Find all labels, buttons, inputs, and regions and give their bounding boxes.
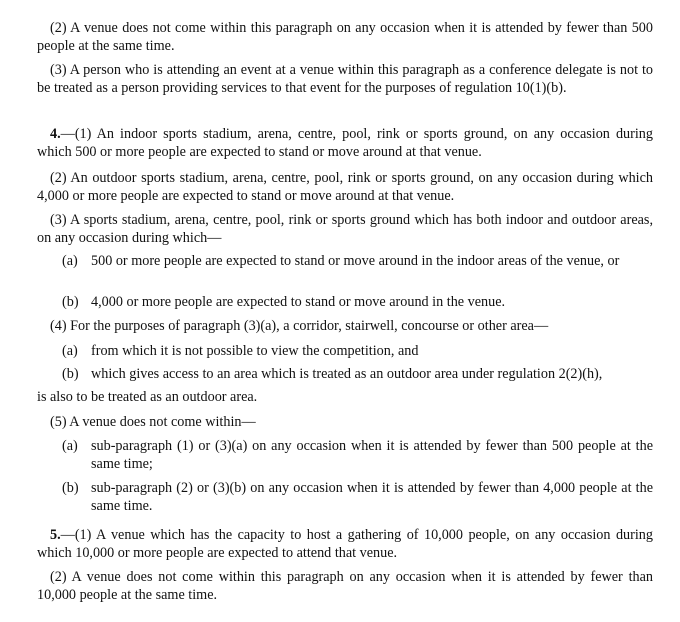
list-item-label: (b) bbox=[62, 366, 79, 382]
list-item-text: from which it is not possible to view the competition, and bbox=[91, 343, 419, 359]
paragraph-2-3: (3) A person who is attending an event at a venue within this paragraph as a conference delegate is not to be treated as a person providing services to that event for the purposes of regulation 10(1)(b). bbox=[37, 62, 653, 96]
section-number-5: 5. bbox=[50, 527, 61, 543]
list-item-4-4-b bbox=[62, 366, 653, 384]
list-item-4-3-a bbox=[62, 253, 653, 271]
list-item-4-3-b bbox=[62, 294, 653, 312]
paragraph-4-3: (3) A sports stadium, arena, centre, pool, rink or sports ground which has both indoor and outdoor areas, on any occasion during which— bbox=[37, 212, 653, 246]
list-item-label: (a) bbox=[62, 438, 78, 454]
paragraph-4-5: (5) A venue does not come within— bbox=[50, 414, 256, 430]
list-item-label: (b) bbox=[62, 294, 79, 310]
list-item-text: sub-paragraph (2) or (3)(b) on any occasion when it is attended by fewer than 4,000 people at the same time. bbox=[91, 480, 653, 514]
list-item-label: (b) bbox=[62, 480, 79, 496]
list-item-label: (a) bbox=[62, 343, 78, 359]
section-number-4: 4. bbox=[50, 126, 61, 142]
paragraph-4-2: (2) An outdoor sports stadium, arena, centre, pool, rink or sports ground, on any occasion during which 4,000 or more people are expected to stand or move around at that venue. bbox=[37, 170, 653, 204]
paragraph-4-4: (4) For the purposes of paragraph (3)(a), a corridor, stairwell, concourse or other area— bbox=[50, 318, 549, 334]
list-item-text: 500 or more people are expected to stand or move around in the indoor areas of the venue, or bbox=[91, 253, 620, 269]
paragraph-5-1 bbox=[37, 527, 653, 562]
paragraph-4-1-text: —(1) An indoor sports stadium, arena, centre, pool, rink or sports ground, on any occasion during which 500 or more people are expected to stand or move around at that venue. bbox=[37, 126, 653, 160]
list-item-text: 4,000 or more people are expected to stand or move around in the venue. bbox=[91, 294, 506, 310]
paragraph-5-2: (2) A venue does not come within this paragraph on any occasion when it is attended by fewer than 10,000 people at the same time. bbox=[37, 569, 653, 603]
paragraph-5-1-text: —(1) A venue which has the capacity to host a gathering of 10,000 people, on any occasion during which 10,000 or more people are expected to attend that venue. bbox=[37, 527, 653, 561]
list-item-text: which gives access to an area which is treated as an outdoor area under regulation 2(2)(h), bbox=[91, 366, 603, 382]
list-item-4-4-a bbox=[62, 343, 653, 361]
list-item-4-5-b bbox=[62, 480, 653, 515]
list-item-label: (a) bbox=[62, 253, 78, 269]
paragraph-4-1 bbox=[37, 126, 653, 161]
paragraph-2-2: (2) A venue does not come within this paragraph on any occasion when it is attended by fewer than 500 people at the same time. bbox=[37, 20, 653, 54]
list-item-4-5-a bbox=[62, 438, 653, 473]
paragraph-4-4-tail: is also to be treated as an outdoor area. bbox=[37, 389, 258, 405]
list-item-text: sub-paragraph (1) or (3)(a) on any occasion when it is attended by fewer than 500 people at the same time; bbox=[91, 438, 653, 472]
